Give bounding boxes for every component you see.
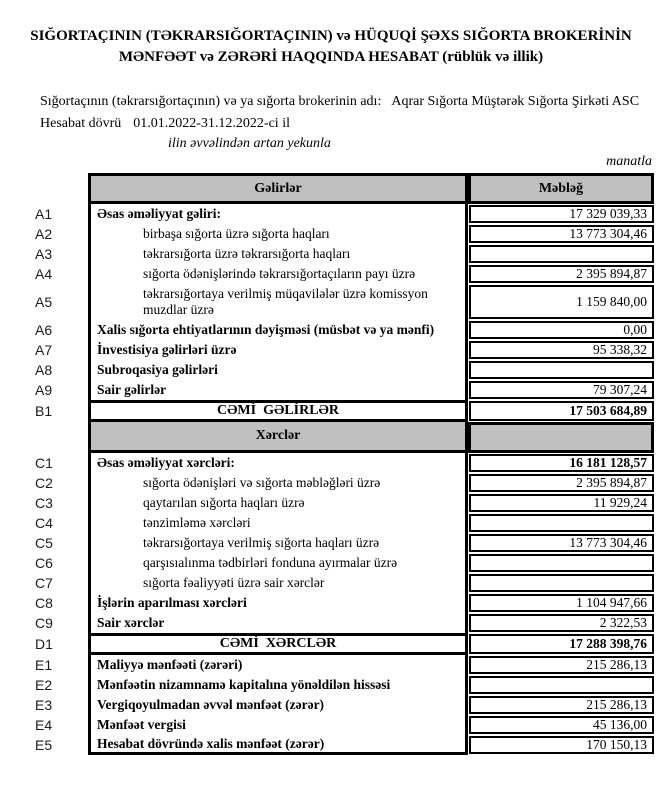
- row-description: təkrarsığorta üzrə təkrarsığorta haqları: [143, 246, 351, 261]
- row-code: A4: [35, 266, 53, 282]
- row-amount: 16 181 128,57: [569, 455, 647, 470]
- company-name: Aqrar Sığorta Müştərək Sığorta Şirkəti ASC: [391, 94, 640, 109]
- row-amount-cell: [468, 695, 654, 715]
- row-amount-box: [469, 514, 654, 532]
- row-code: C5: [35, 535, 53, 551]
- row-code: E2: [35, 677, 53, 693]
- row-amount-cell: [468, 340, 654, 360]
- row-amount-cell: [468, 493, 654, 513]
- row-amount-cell: [468, 513, 654, 533]
- row-description-cell: [88, 264, 468, 284]
- row-description: Mənfəət vergisi: [97, 717, 186, 732]
- row-amount-box: [469, 594, 654, 612]
- row-code: A6: [35, 322, 53, 338]
- row-code: D1: [35, 636, 53, 652]
- table-row-A1: [33, 204, 654, 224]
- row-code: C7: [35, 575, 53, 591]
- row-description-cell: [88, 613, 468, 633]
- row-code: C4: [35, 515, 53, 531]
- row-amount-box: [469, 321, 654, 339]
- report-title: [18, 26, 644, 68]
- row-amount-box: [469, 614, 654, 632]
- row-description-cell: [88, 204, 468, 224]
- row-description-cell: [88, 380, 468, 400]
- row-amount-box: [469, 205, 654, 223]
- row-code: E4: [35, 717, 53, 733]
- row-amount-cell: [468, 715, 654, 735]
- row-amount-cell: [468, 675, 654, 695]
- table-row-C4: [33, 513, 654, 533]
- row-amount: 13 773 304,46: [569, 535, 647, 550]
- row-code: C3: [35, 495, 53, 511]
- row-amount-box: [469, 716, 654, 734]
- row-amount-box: [469, 265, 654, 283]
- row-amount-box: [469, 401, 654, 421]
- row-code: C1: [35, 455, 53, 471]
- row-description-cell: [88, 320, 468, 340]
- row-description-cell: [88, 553, 468, 573]
- row-amount: 79 307,24: [593, 382, 647, 397]
- row-amount-box: [469, 494, 654, 512]
- table-row-A5: [33, 284, 654, 320]
- table-row-E2: [33, 675, 654, 695]
- table-row-A7: [33, 340, 654, 360]
- table-row-E4: [33, 715, 654, 735]
- report-intro: [40, 92, 654, 154]
- row-description-cell: [88, 593, 468, 613]
- row-description: sığorta ödənişləri və sığorta məbləğləri üzrə: [143, 475, 381, 490]
- row-amount-box: [469, 361, 654, 379]
- row-amount-cell: [468, 533, 654, 553]
- row-amount-box: [469, 225, 654, 243]
- row-description-cell: [88, 453, 468, 473]
- row-amount-box: [469, 554, 654, 572]
- row-description: təkrarsığortaya verilmiş sığorta haqları üzrə: [143, 535, 380, 550]
- row-description-cell: [88, 675, 468, 695]
- table-row-E5: [33, 735, 654, 755]
- table-row-C8: [33, 593, 654, 613]
- row-amount-box: [469, 454, 654, 472]
- row-description: Subroqasiya gəlirləri: [97, 362, 218, 377]
- row-code: A5: [35, 294, 53, 310]
- row-description: Vergiqoyulmadan əvvəl mənfəət (zərər): [97, 697, 325, 712]
- table-row-A2: [33, 224, 654, 244]
- row-description: Sair gəlirlər: [97, 382, 167, 397]
- row-amount-box: [469, 285, 654, 319]
- row-amount-cell: [468, 573, 654, 593]
- table-row-A8: [33, 360, 654, 380]
- row-amount-cell: [468, 173, 654, 204]
- row-amount-box: [469, 656, 654, 674]
- period-row: [40, 114, 654, 134]
- row-description: Hesabat dövründə xalis mənfəət (zərər): [97, 735, 325, 751]
- row-code: E5: [35, 737, 53, 753]
- report-title-line1: SIĞORTAÇININ (TƏKRARSIĞORTAÇININ) və HÜQUQİ ŞƏXS SIĞORTA BROKERİNİN: [30, 28, 632, 44]
- company-label: Sığortaçının (təkrarsığortaçının) və ya sığorta brokerinin adı:: [40, 94, 382, 109]
- row-description: Mənfəətin nizamnamə kapitalına yönəldilən hissəsi: [97, 677, 391, 692]
- row-description-cell: [88, 493, 468, 513]
- row-amount-cell: [468, 360, 654, 380]
- row-code: A9: [35, 382, 53, 398]
- row-description-cell: [88, 473, 468, 493]
- row-description-cell: [88, 224, 468, 244]
- row-description: İnvestisiya gəlirləri üzrə: [97, 342, 237, 357]
- row-description-cell: [88, 360, 468, 380]
- row-amount: 170 150,13: [586, 737, 647, 752]
- row-code: A8: [35, 362, 53, 378]
- row-amount-box: [469, 534, 654, 552]
- row-description-cell: [88, 633, 468, 655]
- row-code: A1: [35, 206, 53, 222]
- row-description: tənzimləmə xərcləri: [143, 515, 251, 530]
- cumulative-note: ilin əvvəlindən artan yekunla: [168, 136, 331, 151]
- row-code: B1: [35, 403, 53, 419]
- table-row-C9: [33, 613, 654, 633]
- row-description-cell: [88, 533, 468, 553]
- row-description: Maliyyə mənfəəti (zərəri): [97, 657, 243, 672]
- row-amount-box: [468, 422, 654, 453]
- row-description-cell: [88, 513, 468, 533]
- row-amount-cell: [468, 633, 654, 655]
- row-amount-cell: [468, 204, 654, 224]
- row-code: C8: [35, 595, 53, 611]
- row-code: A3: [35, 246, 53, 262]
- table-row-E1: [33, 655, 654, 675]
- row-description: qarşısıalınma tədbirləri fonduna ayırmalar üzrə: [143, 555, 398, 570]
- row-amount: 215 286,13: [586, 657, 647, 672]
- row-amount-cell: [468, 735, 654, 755]
- row-description: təkrarsığortaya verilmiş müqavilələr üzrə komissyon muzdlar üzrə: [143, 286, 428, 317]
- row-amount-cell: [468, 473, 654, 493]
- row-amount: 11 929,24: [593, 495, 647, 510]
- row-amount: 215 286,13: [586, 697, 647, 712]
- row-description-cell: [88, 284, 468, 320]
- row-amount: 17 288 398,76: [569, 636, 647, 651]
- table-row-C1: [33, 453, 654, 473]
- row-amount-cell: [468, 400, 654, 422]
- row-amount: 45 136,00: [593, 717, 647, 732]
- table-row-A3: [33, 244, 654, 264]
- row-description-cell: [88, 244, 468, 264]
- row-code: A2: [35, 226, 53, 242]
- report-table: [33, 173, 654, 755]
- table-row-A6: [33, 320, 654, 340]
- row-amount: Məbləğ: [538, 180, 584, 196]
- row-amount-box: [469, 634, 654, 654]
- row-description-cell: [88, 173, 468, 204]
- table-row-B1: [33, 400, 654, 422]
- row-code: A7: [35, 342, 53, 358]
- row-amount-box: [469, 474, 654, 492]
- row-description: Əsas əməliyyat xərcləri:: [97, 455, 235, 470]
- row-description-cell: [88, 655, 468, 675]
- row-description-cell: [88, 340, 468, 360]
- row-amount-box: [469, 381, 654, 399]
- row-amount-cell: [468, 264, 654, 284]
- row-amount-box: [469, 574, 654, 592]
- row-code: [33, 422, 88, 453]
- row-amount-box: [469, 736, 654, 754]
- row-code: C9: [35, 615, 53, 631]
- table-row-C2: [33, 473, 654, 493]
- table-row-A4: [33, 264, 654, 284]
- row-amount: 2 395 894,87: [576, 475, 647, 490]
- row-amount: 1 159 840,00: [576, 294, 647, 309]
- row-code: C6: [35, 555, 53, 571]
- row-code: [33, 173, 88, 204]
- row-description: CƏMİ XƏRCLƏR: [219, 636, 337, 651]
- table-section-row: [33, 173, 654, 204]
- row-amount: 95 338,32: [593, 342, 647, 357]
- row-description-cell: [88, 422, 468, 453]
- row-amount-cell: [468, 655, 654, 675]
- row-amount-cell: [468, 553, 654, 573]
- row-amount-cell: [468, 244, 654, 264]
- row-amount-box: [469, 676, 654, 694]
- row-description-cell: [88, 695, 468, 715]
- row-description: birbaşa sığorta üzrə sığorta haqları: [143, 226, 330, 241]
- row-description-cell: [88, 400, 468, 422]
- currency-note: manatla: [606, 154, 652, 169]
- row-description: Xalis sığorta ehtiyatlarının dəyişməsi (müsbət və ya mənfi): [97, 322, 435, 337]
- row-amount-cell: [468, 422, 654, 453]
- row-description: Gəlirlər: [254, 180, 302, 196]
- row-amount-box: [469, 341, 654, 359]
- row-amount: 17 329 039,33: [569, 206, 647, 221]
- row-description: İşlərin aparılması xərcləri: [97, 595, 247, 610]
- table-row-C6: [33, 553, 654, 573]
- row-amount: 2 395 894,87: [576, 266, 647, 281]
- row-description-cell: [88, 735, 468, 755]
- table-section-row: [33, 422, 654, 453]
- row-amount-box: [469, 245, 654, 263]
- row-code: C2: [35, 475, 53, 491]
- row-description: Xərclər: [255, 428, 301, 443]
- row-amount: 17 503 684,89: [569, 403, 647, 418]
- row-amount-cell: [468, 320, 654, 340]
- table-row-E3: [33, 695, 654, 715]
- company-row: [40, 92, 654, 112]
- row-amount-cell: [468, 224, 654, 244]
- row-description-cell: [88, 573, 468, 593]
- table-row-A9: [33, 380, 654, 400]
- row-amount-cell: [468, 284, 654, 320]
- table-row-C7: [33, 573, 654, 593]
- row-code: E1: [35, 657, 53, 673]
- table-row-C5: [33, 533, 654, 553]
- row-description: sığorta fəaliyyəti üzrə sair xərclər: [143, 575, 325, 590]
- table-row-C3: [33, 493, 654, 513]
- row-code: E3: [35, 697, 53, 713]
- row-amount-cell: [468, 453, 654, 473]
- row-amount: 13 773 304,46: [569, 226, 647, 241]
- row-amount-box: [468, 173, 654, 204]
- row-description-cell: [88, 715, 468, 735]
- period-value: 01.01.2022-31.12.2022-ci il: [133, 116, 290, 131]
- table-row-D1: [33, 633, 654, 655]
- row-description: CƏMİ GƏLİRLƏR: [216, 403, 340, 418]
- row-description: Əsas əməliyyat gəliri:: [97, 206, 221, 221]
- row-amount: 2 322,53: [599, 615, 647, 630]
- row-amount-cell: [468, 593, 654, 613]
- row-description: sığorta ödənişlərində təkrarsığortaçıların payı üzrə: [143, 266, 416, 281]
- report-title-line2: MƏNFƏƏT və ZƏRƏRİ HAQQINDA HESABAT (rüblük və illik): [118, 49, 544, 65]
- row-amount-box: [469, 696, 654, 714]
- row-amount-cell: [468, 380, 654, 400]
- period-label: Hesabat dövrü: [40, 116, 122, 131]
- row-description: qaytarılan sığorta haqları üzrə: [143, 495, 305, 510]
- row-amount-cell: [468, 613, 654, 633]
- row-amount: 1 104 947,66: [576, 595, 647, 610]
- row-description: Sair xərclər: [97, 615, 165, 630]
- row-amount: 0,00: [623, 322, 647, 337]
